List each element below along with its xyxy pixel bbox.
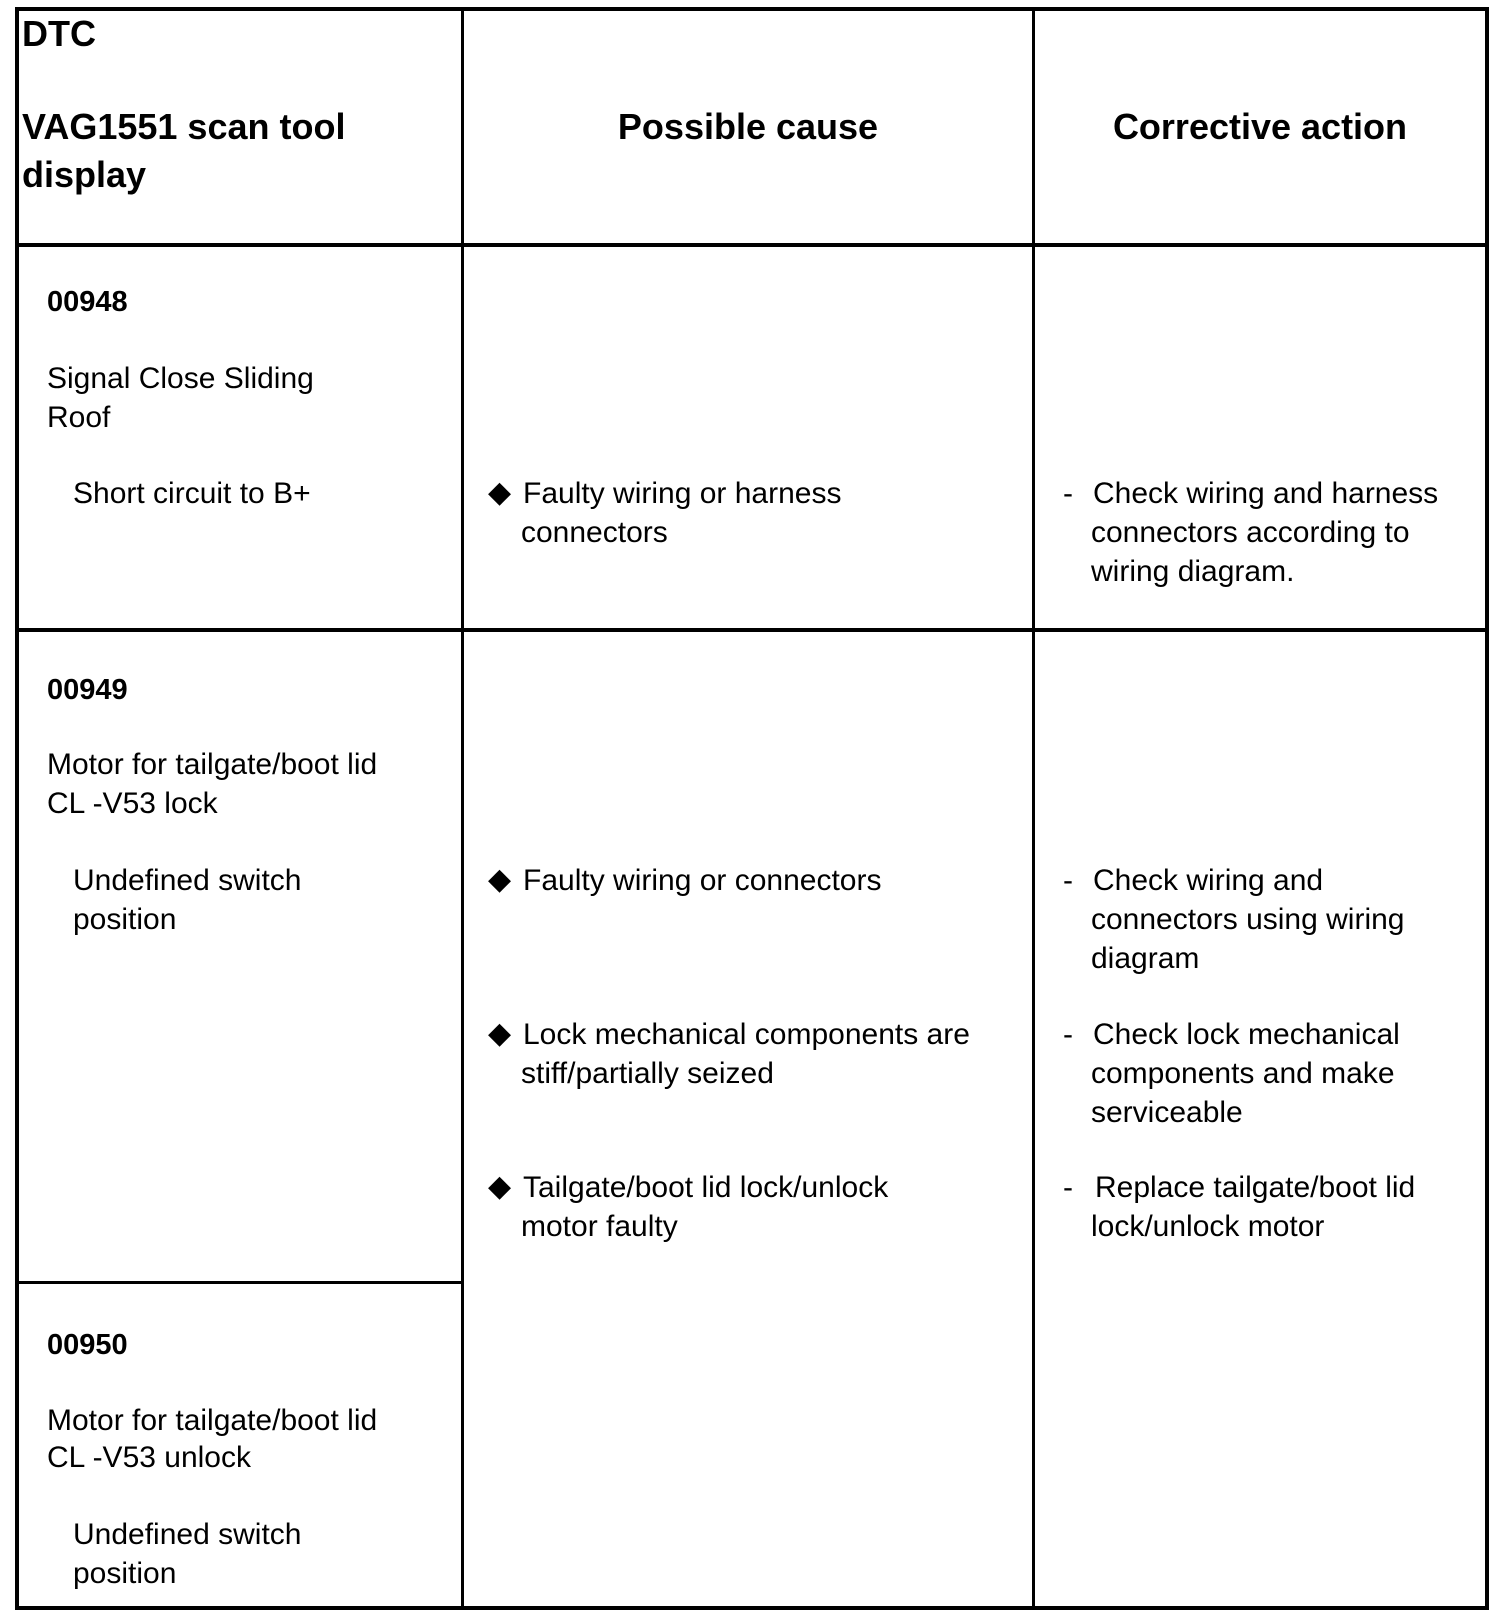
table-border-top [15,7,1489,11]
dtc-code: 00950 [47,1329,128,1361]
column-divider-2 [1032,7,1035,1610]
dtc-name: CL -V53 unlock [47,1441,251,1474]
cause-text: Faulty wiring or harness [523,477,842,510]
header-scan-tool-label: VAG1551 scan tool [22,106,346,147]
action-text: Replace tailgate/boot lid [1095,1171,1416,1204]
dash-bullet-icon: - [1063,1018,1073,1051]
dtc-condition: position [73,1557,177,1590]
table-border-left [15,7,19,1610]
dash-bullet-icon: - [1063,1171,1073,1204]
table-border-right [1485,7,1489,1610]
dtc-condition: Undefined switch [73,1518,302,1551]
action-text: Check wiring and harness [1093,477,1439,510]
action-text: Check lock mechanical [1093,1018,1400,1051]
action-text: components and make [1091,1057,1395,1090]
cause-text: Faulty wiring or connectors [523,864,882,897]
dtc-code: 00948 [47,286,128,318]
dtc-name: Roof [47,401,111,434]
dtc-condition: Short circuit to B+ [73,477,311,510]
header-possible-cause: Possible cause [617,106,879,147]
header-dtc-label: DTC [22,13,96,54]
cause-text: motor faulty [521,1210,678,1243]
table-border-bottom [15,1606,1489,1610]
diamond-bullet-icon: ◆ [488,1017,512,1050]
row-divider-2-dtc [15,1281,463,1284]
cause-text: stiff/partially seized [521,1057,774,1090]
dtc-condition: position [73,903,177,936]
action-text: lock/unlock motor [1091,1210,1325,1243]
action-text: connectors using wiring [1091,903,1405,936]
header-corrective-action: Corrective action [1112,106,1408,147]
diamond-bullet-icon: ◆ [488,1170,512,1203]
cause-text: Lock mechanical components are [523,1018,970,1051]
header-display-label: display [22,154,147,195]
dash-bullet-icon: - [1063,864,1073,897]
header-row-divider [15,243,1489,247]
action-text: wiring diagram. [1091,555,1295,588]
dtc-condition: Undefined switch [73,864,302,897]
action-text: connectors according to [1091,516,1410,549]
dtc-name: Signal Close Sliding [47,362,314,395]
dtc-code: 00949 [47,674,128,706]
action-text: Check wiring and [1093,864,1324,897]
dash-bullet-icon: - [1063,477,1073,510]
dtc-name: Motor for tailgate/boot lid [47,1404,378,1437]
cause-text: Tailgate/boot lid lock/unlock [523,1171,889,1204]
cause-text: connectors [521,516,668,549]
action-text: diagram [1091,942,1200,975]
diamond-bullet-icon: ◆ [488,863,512,896]
diamond-bullet-icon: ◆ [488,476,512,509]
dtc-name: CL -V53 lock [47,787,218,820]
dtc-name: Motor for tailgate/boot lid [47,748,378,781]
row-divider-1 [15,628,1489,632]
action-text: serviceable [1091,1096,1243,1129]
column-divider-1 [461,7,464,1610]
